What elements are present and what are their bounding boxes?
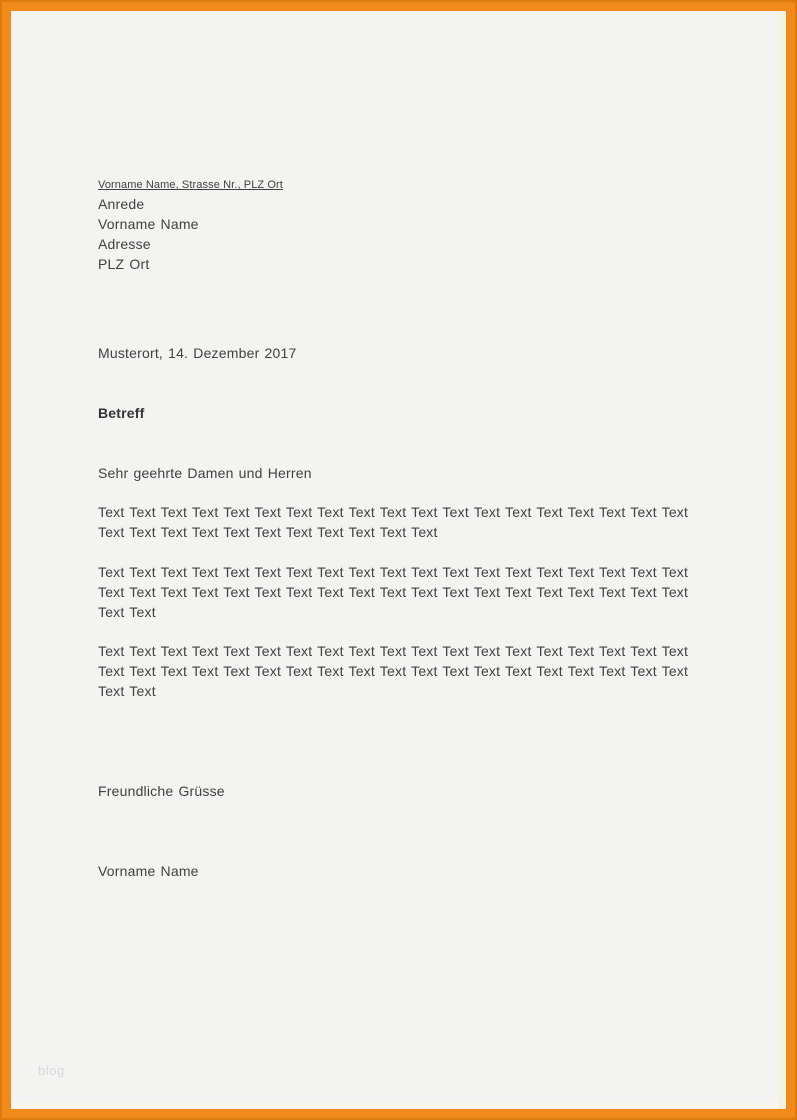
closing-line: Freundliche Grüsse xyxy=(98,783,225,799)
body-text-line: Text Text Text Text Text Text Text Text Text Text Text Text Text Text Text Text Text Text Text xyxy=(98,504,689,520)
recipient-anrede-line: Anrede xyxy=(98,196,145,212)
date-line: Musterort, 14. Dezember 2017 xyxy=(98,345,297,361)
subject-line: Betreff xyxy=(98,405,145,421)
body-paragraph-3 xyxy=(98,641,688,701)
letter-page xyxy=(11,11,786,1109)
body-paragraph-1 xyxy=(98,502,688,542)
recipient-address-line: Adresse xyxy=(98,236,151,252)
body-text-line: Text Text Text Text Text Text Text Text Text Text Text Text Text Text Text Text Text Text Text xyxy=(98,564,689,580)
body-text-line: Text Text Text Text Text Text Text Text Text Text Text Text Text Text Text Text Text Text Text xyxy=(98,663,689,679)
body-text-line: Text Text xyxy=(98,604,156,620)
sender-line: Vorname Name, Strasse Nr., PLZ Ort xyxy=(98,179,283,191)
body-paragraph-2 xyxy=(98,562,688,622)
salutation-line: Sehr geehrte Damen und Herren xyxy=(98,465,312,481)
body-text-line: Text Text Text Text Text Text Text Text Text Text Text xyxy=(98,524,438,540)
body-text-line: Text Text Text Text Text Text Text Text Text Text Text Text Text Text Text Text Text Text Text xyxy=(98,584,689,600)
body-text-line: Text Text xyxy=(98,683,156,699)
watermark-text: blog xyxy=(38,1063,65,1078)
recipient-block xyxy=(98,194,199,274)
recipient-city-line: PLZ Ort xyxy=(98,256,150,272)
signature-line: Vorname Name xyxy=(98,863,199,879)
recipient-name-line: Vorname Name xyxy=(98,216,199,232)
body-text-line: Text Text Text Text Text Text Text Text Text Text Text Text Text Text Text Text Text Text Text xyxy=(98,643,689,659)
